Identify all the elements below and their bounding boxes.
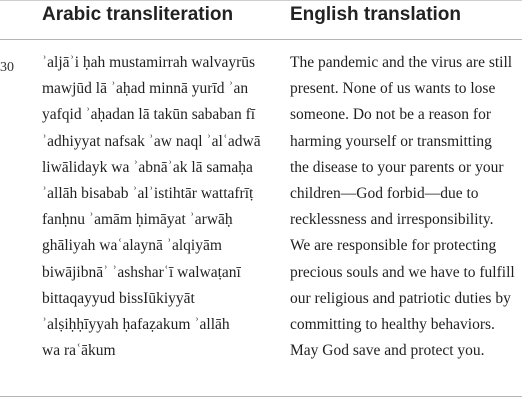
arabic-line: ʾaljāʾi ḥah mustamirrah walvayrūs <box>42 54 256 71</box>
english-line: committing to healthy behaviors. <box>290 316 495 334</box>
english-line: present. None of us wants to lose <box>290 80 496 98</box>
english-line: The pandemic and the virus are still <box>290 54 513 71</box>
english-line: children—God forbid—due to <box>290 185 479 203</box>
table-top-rule <box>0 0 522 1</box>
arabic-line: ʾadhiyyat nafsak ʾaw naql ʾalʿadwā <box>42 132 261 150</box>
header-arabic-transliteration: Arabic transliteration <box>42 4 234 25</box>
arabic-line: wa raʿākum <box>42 342 116 360</box>
arabic-line: ʾalṣiḥḥīyyah ḥafaẓakum ʾallāh <box>42 316 230 334</box>
arabic-line: biwājibnāʾ ʾashsharʿī walwaṭanī <box>42 263 241 281</box>
arabic-line: yafqid ʾaḥadan lā takūn sababan fī <box>42 106 256 124</box>
english-line: the disease to your parents or your <box>290 158 504 176</box>
english-line: harming yourself or transmitting <box>290 132 492 150</box>
english-line: recklessness and irresponsibility. <box>290 211 494 229</box>
header-divider <box>0 39 522 40</box>
english-translation-cell <box>290 50 520 364</box>
english-line: We are responsible for protecting <box>290 237 497 255</box>
english-line: precious souls and we have to fulfill <box>290 263 515 281</box>
arabic-line: liwālidayk wa ʾabnāʾak lā samaḥa <box>42 158 253 176</box>
arabic-transliteration-cell <box>42 50 282 364</box>
row-number: 30 <box>0 60 14 75</box>
arabic-line: ghāliyah waʿalaynā ʾalqiyām <box>42 237 222 255</box>
arabic-line: bittaqayyud bissIūkiyyāt <box>42 289 195 307</box>
table-bottom-rule <box>0 396 522 397</box>
english-line: our religious and patriotic duties by <box>290 289 511 307</box>
english-line: someone. Do not be a reason for <box>290 106 492 124</box>
arabic-line: mawjūd lā ʾaḥad minnā yurīd ʾan <box>42 80 249 98</box>
arabic-line: ʾallāh bisabab ʾalʾistihtār wattafrīṭ <box>42 185 254 203</box>
arabic-line: fanḥnu ʾamām ḥimāyat ʾarwāḥ <box>42 211 233 229</box>
english-line: May God save and protect you. <box>290 342 485 360</box>
header-english-translation: English translation <box>290 4 462 25</box>
